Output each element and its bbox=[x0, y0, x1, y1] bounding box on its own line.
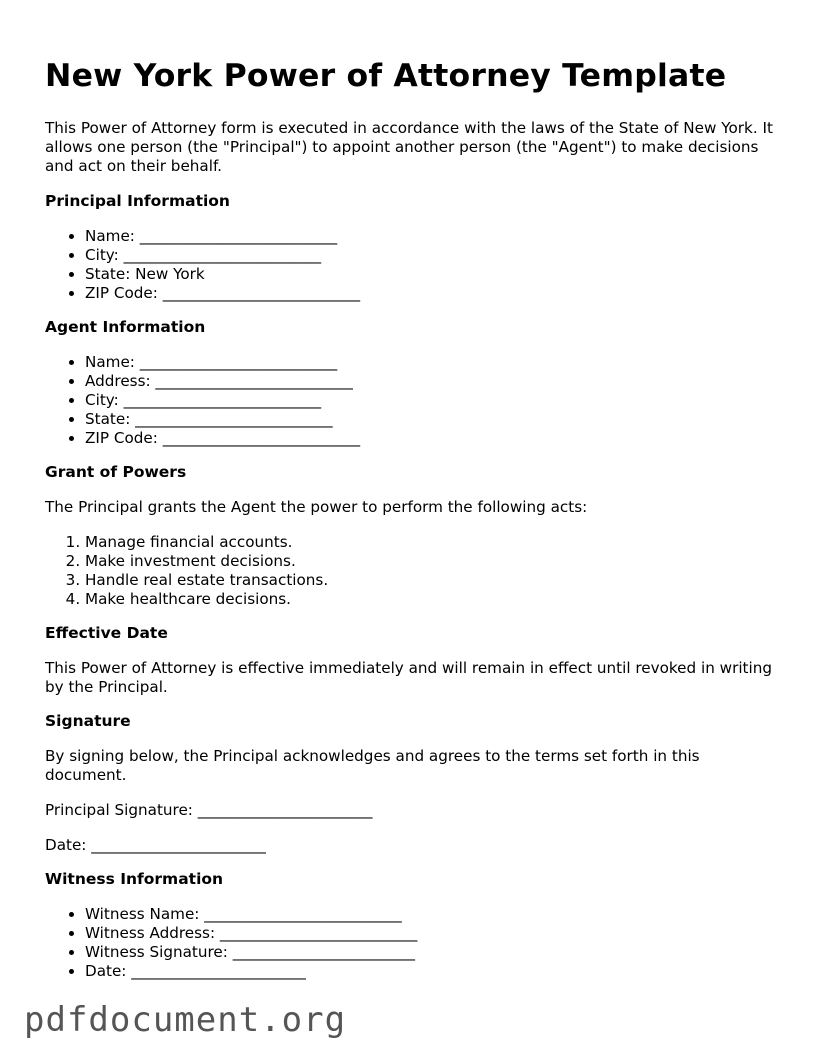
agent-list bbox=[45, 353, 785, 448]
effective-text: This Power of Attorney is effective immediately and will remain in effect until revoked in writing by the Principal. bbox=[45, 659, 772, 696]
list-item: • City: __________________________ bbox=[85, 391, 785, 410]
list-item: • Witness Name: __________________________ bbox=[85, 905, 785, 924]
list-item: • Witness Address: __________________________ bbox=[85, 924, 785, 943]
witness-list bbox=[45, 905, 785, 981]
principal-heading: Principal Information bbox=[45, 192, 230, 210]
list-item: • ZIP Code: __________________________ bbox=[85, 284, 785, 303]
list-item: 2. Make investment decisions. bbox=[85, 552, 785, 571]
list-item: 4. Make healthcare decisions. bbox=[85, 590, 785, 609]
list-item: • State: __________________________ bbox=[85, 410, 785, 429]
list-item: 1. Manage financial accounts. bbox=[85, 533, 785, 552]
powers-text: The Principal grants the Agent the power to perform the following acts: bbox=[45, 498, 588, 516]
document-page bbox=[45, 56, 785, 981]
signature-date-line: Date: _______________________ bbox=[45, 836, 266, 854]
list-item: • Date: _______________________ bbox=[85, 962, 785, 981]
list-item: 3. Handle real estate transactions. bbox=[85, 571, 785, 590]
list-item: • Witness Signature: ________________________ bbox=[85, 943, 785, 962]
intro-paragraph: This Power of Attorney form is executed in accordance with the laws of the State of New York. It allows one person (the "Principal") to appoint another person (the "Agent") to make decisions and act on their behalf. bbox=[45, 119, 773, 175]
list-item: • City: __________________________ bbox=[85, 246, 785, 265]
watermark-text: pdfdocument.org bbox=[24, 1000, 347, 1040]
signature-text: By signing below, the Principal acknowledges and agrees to the terms set forth in this document. bbox=[45, 747, 700, 784]
list-item: • Name: __________________________ bbox=[85, 227, 785, 246]
list-item: • Name: __________________________ bbox=[85, 353, 785, 372]
signature-heading: Signature bbox=[45, 712, 131, 730]
list-item: • ZIP Code: __________________________ bbox=[85, 429, 785, 448]
effective-heading: Effective Date bbox=[45, 624, 168, 642]
powers-list bbox=[45, 533, 785, 609]
list-item: • Address: __________________________ bbox=[85, 372, 785, 391]
powers-heading: Grant of Powers bbox=[45, 463, 187, 481]
principal-list bbox=[45, 227, 785, 303]
witness-heading: Witness Information bbox=[45, 870, 224, 888]
agent-heading: Agent Information bbox=[45, 318, 206, 336]
page-title: New York Power of Attorney Template bbox=[45, 58, 727, 94]
principal-signature-line: Principal Signature: _______________________ bbox=[45, 801, 373, 819]
list-item: • State: New York bbox=[85, 265, 785, 284]
